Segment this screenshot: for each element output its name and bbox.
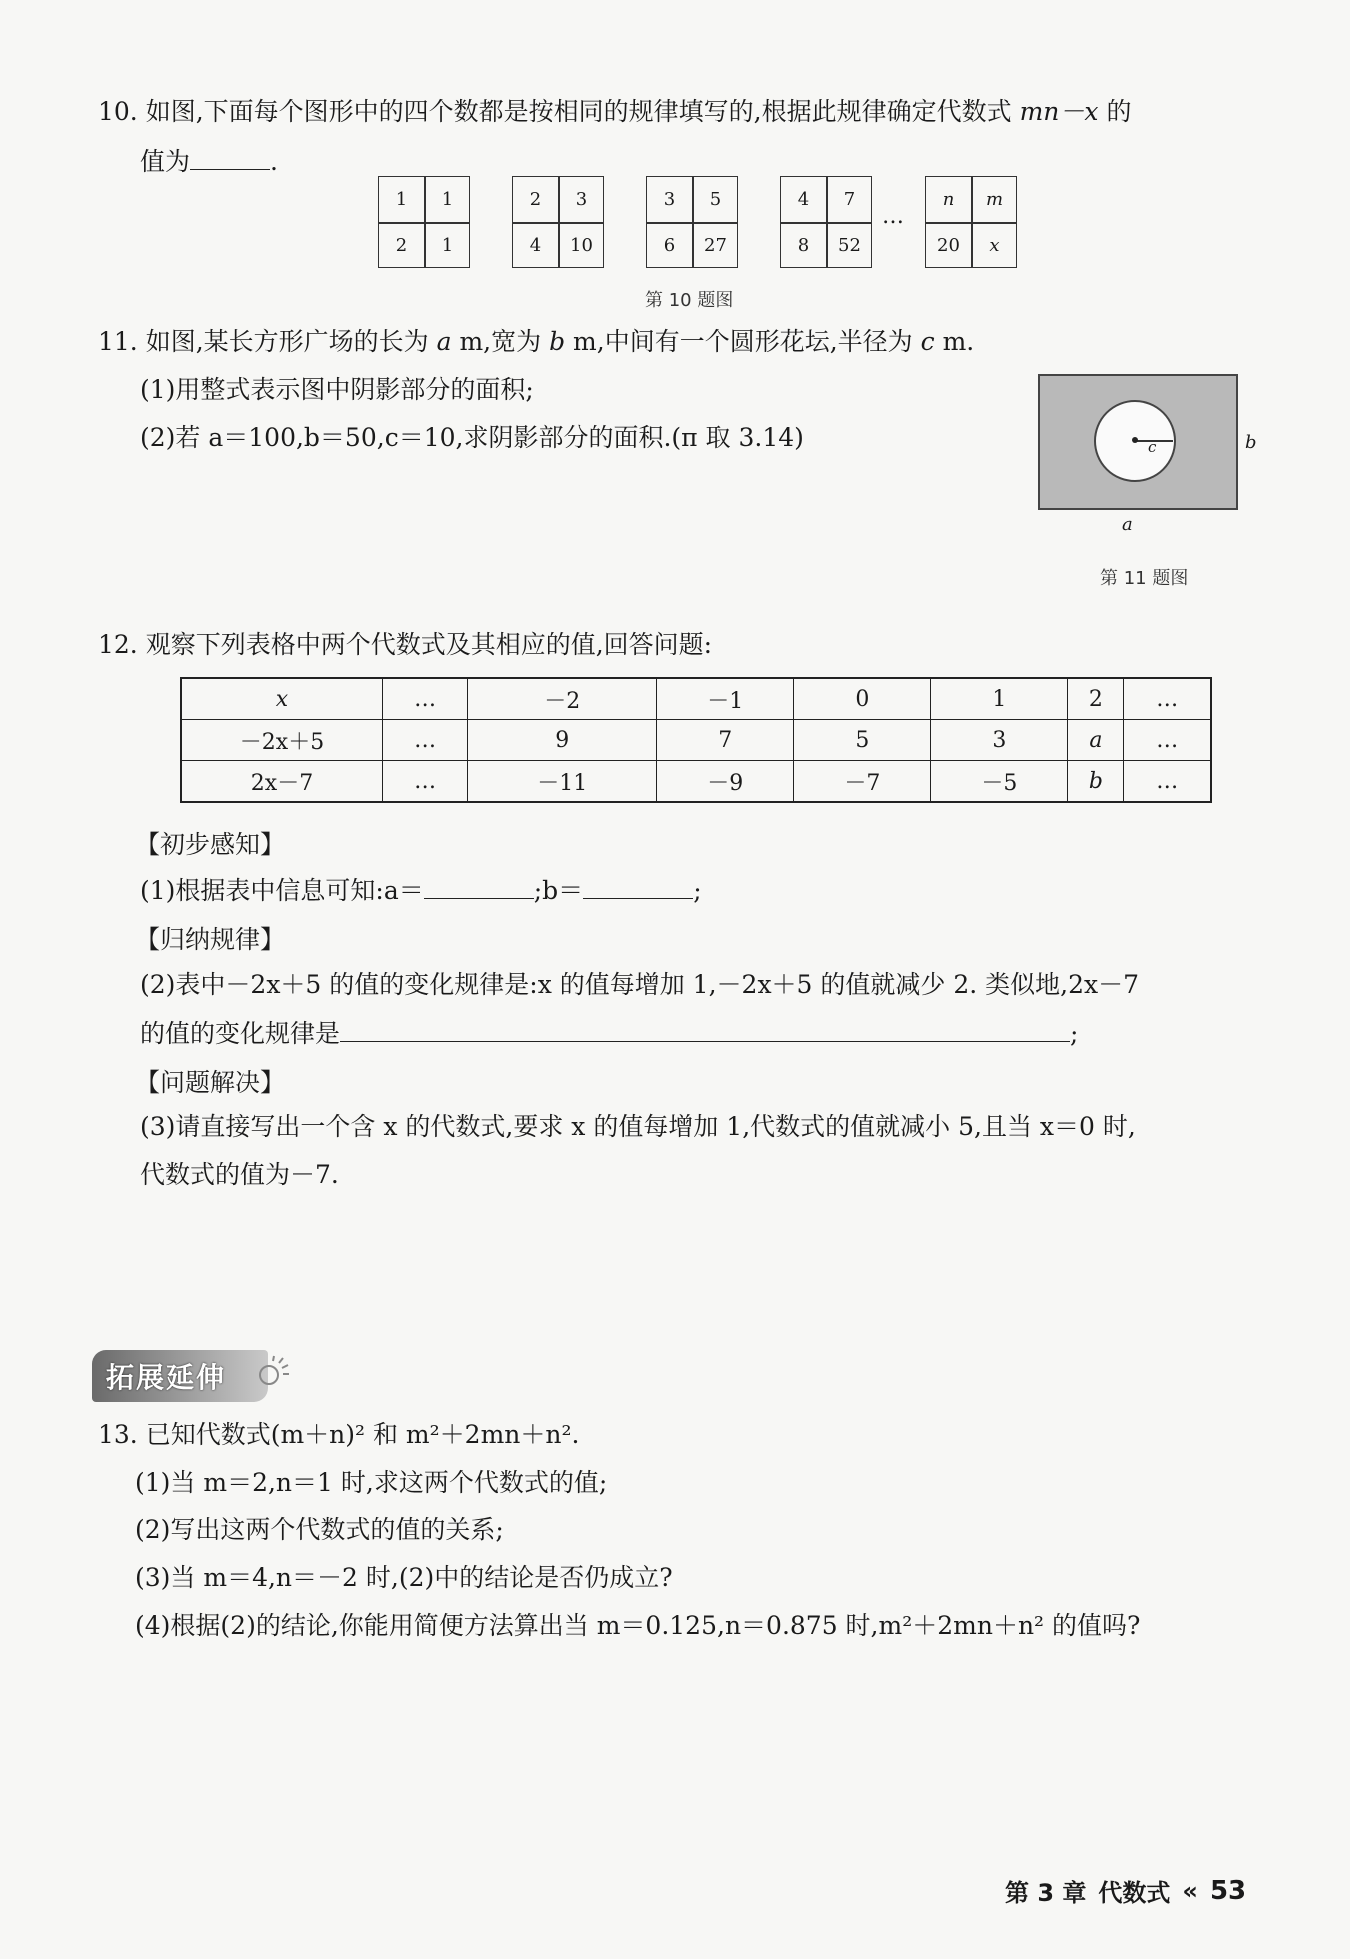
q11-text-c: m,中间有一个圆形花坛,半径为: [573, 327, 913, 356]
expansion-badge: [92, 1350, 268, 1402]
q10-answer-blank[interactable]: [190, 143, 270, 170]
table-cell: 9: [468, 720, 657, 761]
table-cell: a: [1068, 720, 1124, 761]
q12-p2-label: 的值的变化规律是: [140, 1019, 341, 1048]
q10-grid-cell: 3: [575, 189, 588, 210]
q10-grid-5: [925, 176, 1017, 268]
q12-p1-b: ;b＝: [533, 876, 584, 905]
q13-part1: (1)当 m＝2,n＝1 时,求这两个代数式的值;: [135, 1468, 608, 1497]
q12-p1-c: ;: [693, 876, 702, 905]
q11-center-dot: [1132, 437, 1138, 443]
table-cell: …: [1124, 761, 1211, 803]
q12-intro: 12. 观察下列表格中两个代数式及其相应的值,回答问题:: [98, 630, 713, 659]
double-chevron-icon: «: [1182, 1876, 1198, 1905]
q10-grid-cell: 1: [441, 235, 454, 256]
table-cell: －2: [468, 678, 657, 720]
q11-text-b: m,宽为: [459, 327, 542, 356]
q11-var-c: c: [920, 327, 935, 356]
q10-grid-4: [780, 176, 872, 268]
q11-text-d: m.: [942, 327, 975, 356]
footer-chapter: 第 3 章: [1005, 1879, 1087, 1907]
q10-grid-cell: 20: [937, 235, 960, 256]
q10-grid-cell: 4: [797, 189, 810, 210]
q12-blank-rule[interactable]: [340, 1015, 1070, 1042]
table-cell: …: [1124, 720, 1211, 761]
table-cell: b: [1068, 761, 1124, 803]
q12-part2-line1: (2)表中－2x＋5 的值的变化规律是:x 的值每增加 1,－2x＋5 的值就减少 2. 类似地,2x－7: [140, 970, 1140, 999]
table-cell: －2x＋5: [181, 720, 383, 761]
table-cell: …: [383, 720, 468, 761]
q10-expr: mn－x: [1019, 97, 1099, 126]
q11-var-a: a: [436, 327, 452, 356]
table-cell: 3: [931, 720, 1068, 761]
q10-grid-cell: 6: [663, 235, 676, 256]
q11-text-a: 11. 如图,某长方形广场的长为: [98, 327, 429, 356]
table-row: [181, 720, 1211, 761]
q10-grid-cell: 1: [395, 189, 408, 210]
q12-p1-a: (1)根据表中信息可知:a＝: [140, 876, 424, 905]
q12-part2-line2: [140, 1015, 1078, 1051]
q10-grid-3: [646, 176, 738, 268]
q11-circle: [1094, 400, 1176, 482]
q10-grid-cell: 1: [441, 189, 454, 210]
table-cell: －7: [794, 761, 931, 803]
table-cell: 7: [657, 720, 794, 761]
table-cell: 5: [794, 720, 931, 761]
q10-grid-cell: m: [985, 189, 1004, 210]
q13-part2: (2)写出这两个代数式的值的关系;: [135, 1515, 504, 1544]
table-cell: －11: [468, 761, 657, 803]
q11-var-b: b: [549, 327, 566, 356]
q10-text: 10. 如图,下面每个图形中的四个数都是按相同的规律填写的,根据此规律确定代数式: [98, 97, 1012, 126]
table-row: [181, 678, 1211, 720]
q12-heading-1: 【初步感知】: [135, 830, 286, 859]
q10-grid-cell: 52: [838, 235, 861, 256]
q12-part3-line2: 代数式的值为－7.: [140, 1160, 339, 1189]
q10-text-end: 的: [1106, 97, 1132, 126]
table-cell: －9: [657, 761, 794, 803]
q13-line1: 13. 已知代数式(m＋n)² 和 m²＋2mn＋n².: [98, 1420, 580, 1449]
q10-answer-label: 值为: [140, 147, 191, 176]
q10-grid-cell: 4: [529, 235, 542, 256]
table-cell: …: [1124, 678, 1211, 720]
q12-blank-b[interactable]: [583, 872, 693, 899]
table-cell: x: [181, 678, 383, 720]
q10-grid-cell: 3: [663, 189, 676, 210]
q12-p2-end: ;: [1070, 1019, 1079, 1048]
table-cell: 2: [1068, 678, 1124, 720]
q11-line1: [98, 325, 974, 359]
q13-part3: (3)当 m＝4,n＝－2 时,(2)中的结论是否仍成立?: [135, 1563, 673, 1592]
table-cell: 2x－7: [181, 761, 383, 803]
table-row: [181, 761, 1211, 803]
q10-grid-cell: 2: [529, 189, 542, 210]
q11-label-c: c: [1148, 438, 1157, 456]
q13-part4: (4)根据(2)的结论,你能用简便方法算出当 m＝0.125,n＝0.875 时,m²＋2mn＋n² 的值吗?: [135, 1611, 1141, 1640]
q12-heading-3: 【问题解决】: [135, 1068, 286, 1097]
table-cell: －1: [657, 678, 794, 720]
q10-grid-1: [378, 176, 470, 268]
q12-heading-2: 【归纳规律】: [135, 925, 286, 954]
q10-line1: [98, 95, 1131, 129]
q11-part2: (2)若 a＝100,b＝50,c＝10,求阴影部分的面积.(π 取 3.14): [140, 423, 804, 452]
q11-label-a: a: [1122, 514, 1133, 535]
table-cell: 1: [931, 678, 1068, 720]
q10-grid-cell: 8: [797, 235, 810, 256]
expansion-badge-label: 拓展延伸: [106, 1361, 227, 1394]
table-cell: …: [383, 678, 468, 720]
q10-caption: 第 10 题图: [645, 290, 734, 311]
q10-grid-cell: 5: [709, 189, 722, 210]
table-cell: －5: [931, 761, 1068, 803]
q10-grid-cell: 7: [843, 189, 856, 210]
q10-ellipsis: …: [882, 204, 904, 229]
q12-blank-a[interactable]: [424, 872, 534, 899]
q10-period: .: [270, 147, 278, 176]
page-footer: [1005, 1873, 1246, 1908]
q10-grid-cell: n: [942, 189, 955, 210]
q12-part3-line1: (3)请直接写出一个含 x 的代数式,要求 x 的值每增加 1,代数式的值就减小 5,且当 x＝0 时,: [140, 1112, 1136, 1141]
q11-rectangle-figure: [1038, 374, 1238, 510]
page-number: 53: [1209, 1875, 1247, 1906]
q12-part1: [140, 872, 702, 908]
q11-part1: (1)用整式表示图中阴影部分的面积;: [140, 375, 534, 404]
q10-grid-cell: 2: [395, 235, 408, 256]
q11-label-b: b: [1245, 432, 1257, 453]
q10-line2: [140, 143, 278, 179]
q10-grid-2: [512, 176, 604, 268]
q10-grid-cell: 27: [704, 235, 727, 256]
footer-title: 代数式: [1098, 1879, 1171, 1907]
q10-grid-cell: 10: [570, 235, 593, 256]
table-cell: …: [383, 761, 468, 803]
q10-grid-cell: x: [989, 235, 1000, 256]
table-cell: 0: [794, 678, 931, 720]
q12-value-table: [180, 677, 1212, 803]
q11-caption: 第 11 题图: [1100, 568, 1189, 589]
sun-icon: [255, 1355, 291, 1391]
